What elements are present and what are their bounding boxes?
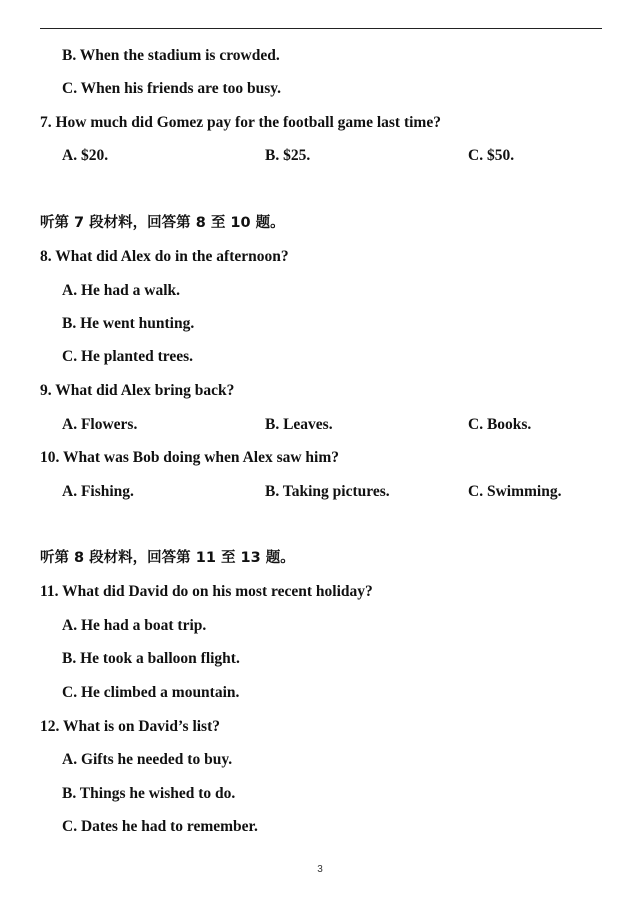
q7-option-b: B. $25. [265, 147, 311, 164]
q8-option-b: B. He went hunting. [62, 315, 195, 332]
page-number: 3 [317, 864, 323, 875]
section-8-heading: 听第 8 段材料，回答第 11 至 13 题。 [40, 550, 295, 566]
q11-question: 11. What did David do on his most recent holiday? [40, 583, 373, 600]
q10-option-b: B. Taking pictures. [265, 483, 390, 500]
q10-question: 10. What was Bob doing when Alex saw him? [40, 449, 340, 466]
q10-option-c: C. Swimming. [468, 483, 562, 500]
q11-option-c: C. He climbed a mountain. [62, 684, 240, 701]
section-7-heading: 听第 7 段材料，回答第 8 至 10 题。 [40, 215, 285, 231]
q9-question: 9. What did Alex bring back? [40, 382, 235, 399]
q7-option-c: C. $50. [468, 147, 515, 164]
q9-option-b: B. Leaves. [265, 416, 333, 433]
q8-option-a: A. He had a walk. [62, 282, 180, 299]
q6-option-b: B. When the stadium is crowded. [62, 47, 280, 64]
q9-option-c: C. Books. [468, 416, 532, 433]
q12-option-b: B. Things he wished to do. [62, 785, 236, 802]
header-rule [40, 28, 602, 29]
q7-question: 7. How much did Gomez pay for the football game last time? [40, 114, 441, 131]
q6-option-c: C. When his friends are too busy. [62, 80, 282, 97]
q12-question: 12. What is on David’s list? [40, 718, 221, 735]
q9-option-a: A. Flowers. [62, 416, 138, 433]
q12-option-c: C. Dates he had to remember. [62, 818, 258, 835]
q11-option-a: A. He had a boat trip. [62, 617, 207, 634]
q8-question: 8. What did Alex do in the afternoon? [40, 248, 289, 265]
q8-option-c: C. He planted trees. [62, 348, 194, 365]
q7-option-a: A. $20. [62, 147, 109, 164]
q11-option-b: B. He took a balloon flight. [62, 650, 240, 667]
q12-option-a: A. Gifts he needed to buy. [62, 751, 233, 768]
q10-option-a: A. Fishing. [62, 483, 134, 500]
